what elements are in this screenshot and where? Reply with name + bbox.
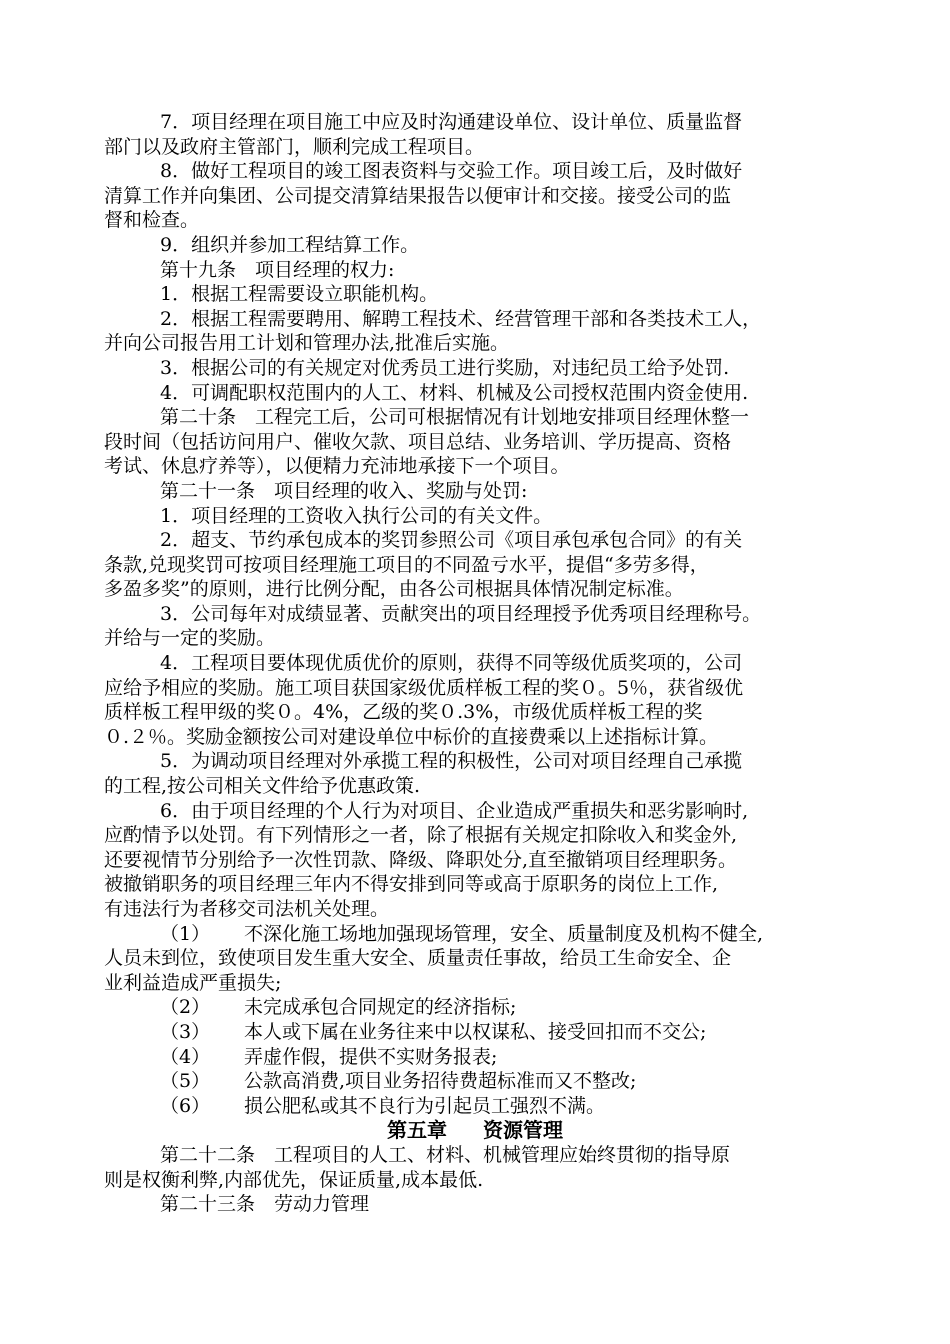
list-item: [104, 1069, 846, 1094]
paragraph-line: 并给与一定的奖励。: [104, 627, 276, 650]
paragraph-line: 业利益造成严重损失;: [104, 971, 282, 994]
paragraph-line: 则是权衡利弊,内部优先，保证质量,成本最低.: [104, 1168, 484, 1191]
paragraph-line: 8．做好工程项目的竣工图表资料与交验工作。项目竣工后，及时做好: [160, 160, 743, 183]
paragraph-line: 5．为调动项目经理对外承揽工程的积极性，公司对项目经理自己承揽: [160, 750, 743, 773]
paragraph-line: 4．工程项目要体现优质优价的原则，获得不同等级优质奖项的，公司: [160, 652, 743, 675]
list-item-number: （4）: [160, 1045, 211, 1068]
chapter-title: 资源管理: [483, 1118, 563, 1143]
list-item: [104, 995, 846, 1020]
paragraph-line: 人员未到位，致使项目发生重大安全、质量责任事故，给员工生命安全、企: [104, 947, 732, 970]
paragraph-line: 段时间（包括访问用户、催收欠款、项目总结、业务培训、学历提高、资格: [104, 430, 732, 453]
article-title: 第十九条 项目经理的权力:: [160, 258, 395, 281]
paragraph-line: 应给予相应的奖励。施工项目获国家级优质样板工程的奖０。5％，获省级优: [104, 676, 744, 699]
list-item-number: （6）: [160, 1094, 211, 1117]
list-item-number: （1）: [160, 922, 211, 945]
paragraph-line: 被撤销职务的项目经理三年内不得安排到同等或高于原职务的岗位上工作,: [104, 873, 719, 896]
article-title: 第二十二条 工程项目的人工、材料、机械管理应始终贯彻的指导原: [160, 1143, 731, 1166]
paragraph-line: 3．根据公司的有关规定对优秀员工进行奖励，对违纪员工给予处罚.: [160, 356, 730, 379]
list-item-number: （5）: [160, 1070, 211, 1093]
list-item: [104, 1020, 846, 1045]
paragraph-line: 2．超支、节约承包成本的奖罚参照公司《项目承包承包合同》的有关: [160, 529, 743, 552]
list-item-number: （2）: [160, 996, 211, 1019]
paragraph-line: 9．组织并参加工程结算工作。: [160, 233, 420, 256]
chapter-number: 第五章: [387, 1118, 447, 1143]
list-item: [104, 1045, 846, 1070]
article-title: 第二十三条 劳动力管理: [160, 1193, 370, 1216]
article-title: 第二十一条 项目经理的收入、奖励与处罚:: [160, 479, 528, 502]
list-item-text: 未完成承包合同规定的经济指标;: [244, 996, 517, 1019]
paragraph-line: 2．根据工程需要聘用、解聘工程技术、经营管理干部和各类技术工人，: [160, 307, 762, 330]
list-item: [104, 1094, 846, 1119]
paragraph-line: ０.２％。奖励金额按公司对建设单位中标价的直接费乘以上述指标计算。: [104, 725, 719, 748]
chapter-heading: [104, 1118, 846, 1143]
paragraph-line: 1．根据工程需要设立职能机构。: [160, 283, 439, 306]
paragraph-line: 还要视情节分别给予一次性罚款、降级、降职处分,直至撤销项目经理职务。: [104, 848, 738, 871]
paragraph-line: 清算工作并向集团、公司提交清算结果报告以便审计和交接。接受公司的监: [104, 184, 732, 207]
list-item-text: 本人或下属在业务往来中以权谋私、接受回扣而不交公;: [244, 1020, 707, 1043]
paragraph-line: 7．项目经理在项目施工中应及时沟通建设单位、设计单位、质量监督: [160, 111, 743, 133]
paragraph-line: 部门以及政府主管部门，顺利完成工程项目。: [104, 135, 485, 158]
list-item-number: （3）: [160, 1020, 211, 1043]
paragraph-line: 质样板工程甲级的奖０。4%，乙级的奖０.3%，市级优质样板工程的奖: [104, 701, 703, 724]
list-item-text: 公款高消费,项目业务招待费超标准而又不整改;: [244, 1070, 637, 1093]
paragraph-line: 1．项目经理的工资收入执行公司的有关文件。: [160, 504, 553, 527]
paragraph-line: 有违法行为者移交司法机关处理。: [104, 898, 390, 920]
paragraph-line: 并向公司报告用工计划和管理办法,批准后实施。: [104, 332, 510, 355]
article-title: 第二十条 工程完工后，公司可根据情况有计划地安排项目经理休整一: [160, 406, 750, 429]
paragraph-line: 考试、休息疗养等），以便精力充沛地承接下一个项目。: [104, 455, 570, 478]
list-item: [104, 922, 846, 947]
document-page: [104, 110, 846, 1217]
list-item-text: 损公肥私或其不良行为引起员工强烈不满。: [244, 1094, 606, 1117]
paragraph-line: 督和检查。: [104, 209, 200, 232]
paragraph-line: 4．可调配职权范围内的人工、材料、机械及公司授权范围内资金使用.: [160, 381, 749, 404]
paragraph-line: 6．由于项目经理的个人行为对项目、企业造成严重损失和恶劣影响时,: [160, 799, 749, 822]
paragraph-line: 条款,兑现奖罚可按项目经理施工项目的不同盈亏水平，提倡“多劳多得，: [104, 553, 709, 576]
paragraph-line: 3．公司每年对成绩显著、贡献突出的项目经理授予优秀项目经理称号。: [160, 602, 762, 625]
list-item-text: 不深化施工场地加强现场管理，安全、质量制度及机构不健全,: [244, 922, 764, 945]
paragraph-line: 的工程,按公司相关文件给予优惠政策.: [104, 775, 421, 798]
paragraph-line: 多盈多奖”的原则，进行比例分配，由各公司根据具体情况制定标准。: [104, 578, 684, 601]
list-item-text: 弄虚作假，提供不实财务报表;: [244, 1045, 498, 1068]
paragraph-line: 应酌情予以处罚。有下列情形之一者，除了根据有关规定扣除收入和奖金外,: [104, 824, 738, 847]
